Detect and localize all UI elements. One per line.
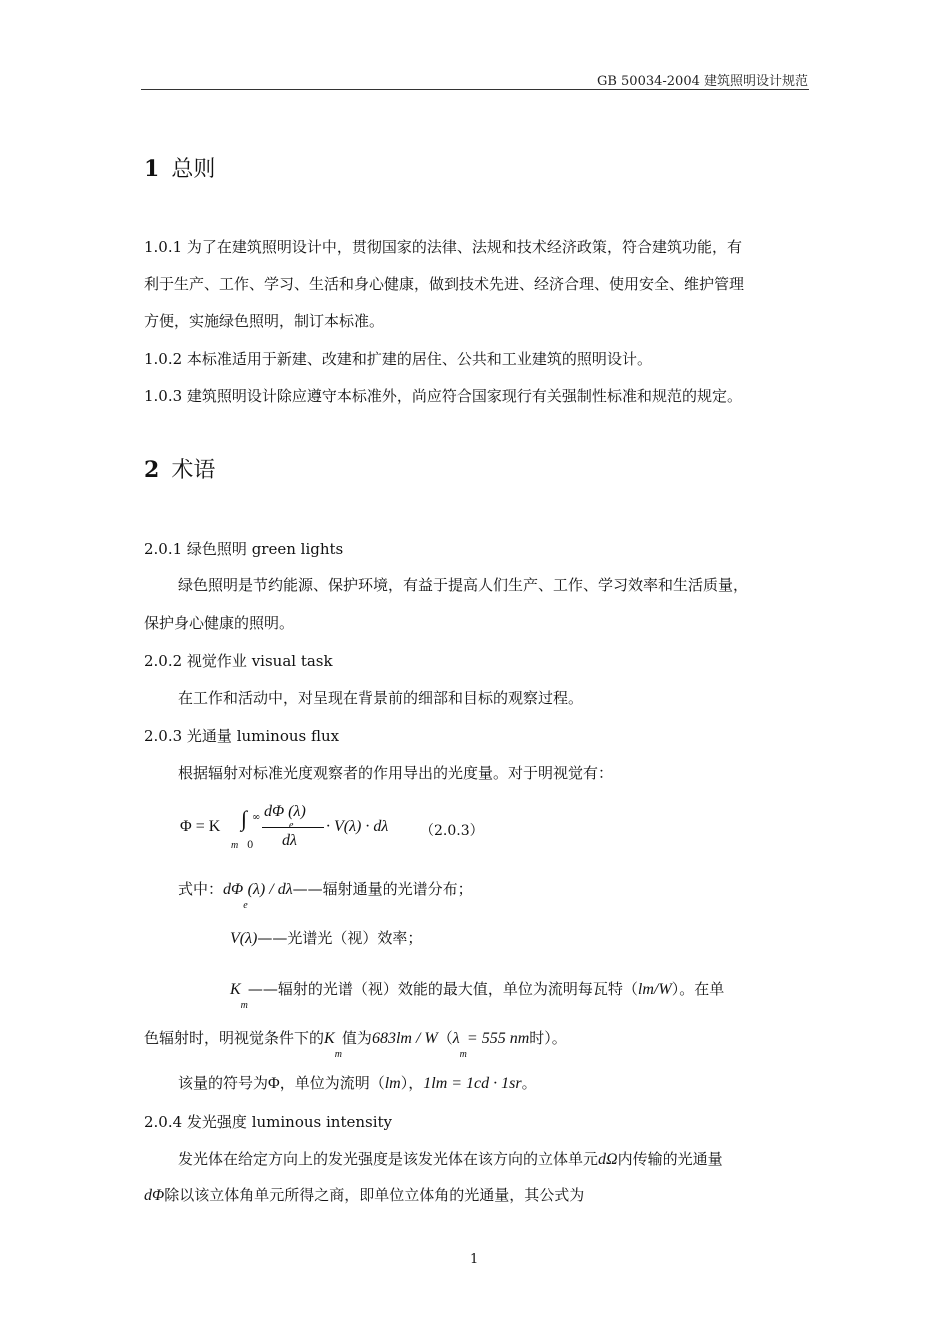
equation-km-subscript: m: [231, 840, 239, 851]
header-rule: [141, 89, 809, 90]
equation-fraction-bar: [262, 827, 324, 828]
term-2-0-4-body-line2: [144, 1186, 584, 1205]
clause-1-0-1-line1: 1.0.1 为了在建筑照明设计中，贯彻国家的法律、法规和技术经济政策，符合建筑功能，有: [144, 238, 742, 256]
where2-math: V(λ): [230, 930, 258, 947]
text-run: 该量的符号为: [178, 1074, 269, 1092]
where1-math2: (λ) / dλ: [247, 881, 293, 898]
equation-phi-lhs: Φ = K: [180, 818, 221, 835]
term-2-0-4-title: 2.0.4 发光强度 luminous intensity: [144, 1113, 393, 1131]
where-line-1: [178, 880, 473, 911]
clause-1-0-1-line2: 利于生产、工作、学习、生活和身心健康，做到技术先进、经济合理、使用安全、维护管理: [144, 275, 745, 293]
where1-text: ——辐射通量的光谱分布；: [292, 880, 473, 898]
where1-e-subscript: e: [243, 900, 248, 911]
where-line-2: [230, 929, 422, 948]
equation-upper-limit: ∞: [252, 812, 261, 823]
term-2-0-2-title: 2.0.2 视觉作业 visual task: [144, 652, 333, 670]
running-header: GB 50034-2004 建筑照明设计规范: [596, 74, 808, 89]
flux-symbol: dΦ: [144, 1187, 165, 1204]
lm-unit: lm: [384, 1075, 401, 1092]
clause-1-0-2: 1.0.2 本标准适用于新建、改建和扩建的居住、公共和工业建筑的照明设计。: [144, 350, 652, 368]
lambda-value: = 555 nm: [466, 1030, 530, 1047]
equation-label: （2.0.3）: [420, 823, 484, 839]
term-2-0-4-body-line1: [178, 1150, 723, 1169]
text-run: 时）。: [529, 1029, 567, 1047]
term-2-0-1-body-line2: 保护身心健康的照明。: [144, 614, 295, 632]
text-run: （: [437, 1029, 453, 1047]
where3-m-subscript: m: [240, 1000, 248, 1011]
km-value: 683lm / W: [371, 1030, 438, 1047]
where-line-3: [230, 980, 725, 1011]
where1-math: dΦ: [223, 881, 244, 898]
equation-e-subscript: e: [289, 820, 294, 831]
section-number: 1: [144, 156, 160, 182]
term-2-0-3-title: 2.0.3 光通量 luminous flux: [144, 727, 340, 745]
text-run: ），: [400, 1074, 424, 1092]
section-number: 2: [144, 457, 160, 483]
text-run: 内传输的光通量: [617, 1150, 723, 1168]
solid-angle-symbol: dΩ: [598, 1151, 618, 1168]
text-run: 。: [521, 1074, 537, 1092]
where-prefix: 式中：: [178, 880, 224, 898]
where3-math: K: [230, 981, 241, 998]
term-2-0-1-title: 2.0.1 绿色照明 green lights: [144, 540, 344, 558]
lumen-definition: 1lm = 1cd · 1sr: [423, 1075, 522, 1092]
km-symbol: K: [324, 1030, 335, 1047]
where3-unit: lm/W: [637, 981, 672, 998]
symbol-unit-line: [178, 1074, 537, 1093]
section-title: 术语: [171, 458, 216, 483]
clause-1-0-3: 1.0.3 建筑照明设计除应遵守本标准外，尚应符合国家现行有关强制性标准和规范的规定。: [144, 387, 742, 405]
page-number: 1: [470, 1252, 479, 1267]
text-run: 色辐射时，明视觉条件下的: [144, 1029, 325, 1047]
equation-rest: · V(λ) · dλ: [326, 818, 389, 835]
section-heading-1: [144, 152, 215, 183]
equation-integral-sign: ∫: [241, 806, 248, 831]
term-2-0-1-body-line1: 绿色照明是节约能源、保护环境，有益于提高人们生产、工作、学习效率和生活质量，: [178, 576, 749, 594]
clause-1-0-1-line3: 方便，实施绿色照明，制订本标准。: [144, 312, 385, 330]
where3-tail: ）。在单: [671, 980, 725, 998]
lambda-subscript: m: [459, 1049, 467, 1060]
equation-lower-limit: 0: [247, 840, 254, 851]
lambda-symbol: λ: [452, 1030, 460, 1047]
km-subscript: m: [334, 1049, 342, 1060]
phi-symbol: Φ: [268, 1075, 280, 1092]
equation-denominator: dλ: [282, 832, 297, 849]
text-run: 除以该立体角单元所得之商，即单位立体角的光通量，其公式为: [164, 1186, 585, 1204]
term-2-0-2-body: 在工作和活动中，对呈现在背景前的细部和目标的观察过程。: [178, 689, 584, 707]
text-run: 发光体在给定方向上的发光强度是该发光体在该方向的立体单元: [178, 1150, 599, 1168]
where-line-3-continued: [144, 1029, 567, 1060]
section-heading-2: [144, 453, 215, 484]
text-run: ，单位为流明（: [279, 1074, 385, 1092]
where2-text: ——光谱光（视）效率；: [257, 929, 423, 947]
term-2-0-3-body: 根据辐射对标准光度观察者的作用导出的光度量。对于明视觉有：: [178, 764, 614, 782]
equation-numerator: dΦ (λ): [264, 803, 306, 820]
text-run: 值为: [341, 1029, 372, 1047]
section-title: 总则: [171, 157, 216, 182]
where3-text: ——辐射的光谱（视）效能的最大值，单位为流明每瓦特（: [247, 980, 638, 998]
